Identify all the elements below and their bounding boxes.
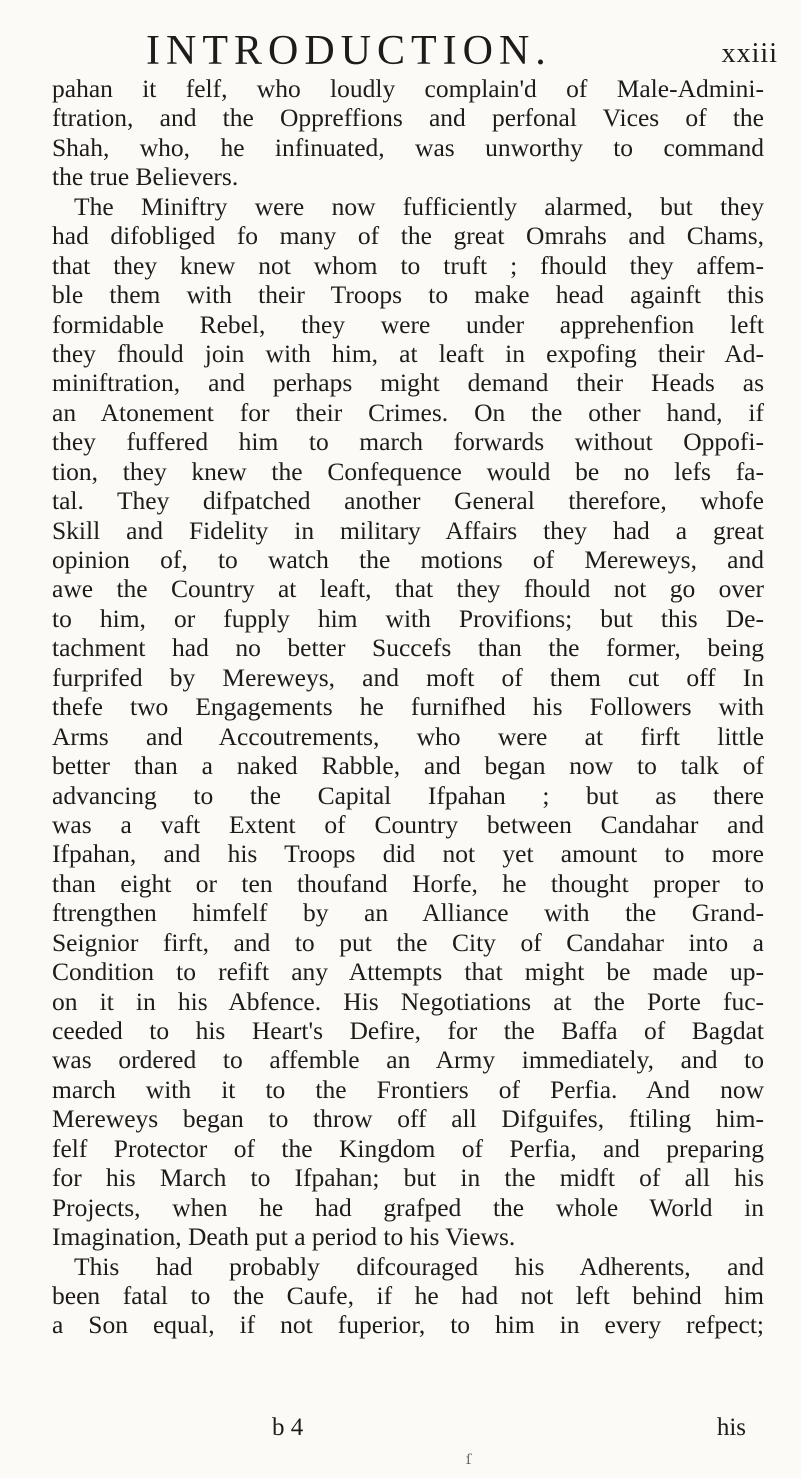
- text-line: was a vaft Extent of Country between Candahar and: [52, 809, 764, 839]
- text-line: tion, they knew the Confequence would be no lefs fa-: [52, 456, 764, 486]
- text-line: ceeded to his Heart's Defire, for the Baffa of Bagdat: [52, 1016, 764, 1045]
- text-line: Ifpahan, and his Troops did not yet amount to more: [52, 839, 764, 869]
- text-line: Seignior firft, and to put the City of Candahar into a: [52, 927, 764, 957]
- text-line: Skill and Fidelity in military Affairs they had a great: [52, 515, 764, 545]
- text-line: This had probably difcouraged his Adherents, and: [74, 1251, 764, 1281]
- text-line: tachment had no better Succefs than the former, being: [52, 633, 764, 663]
- text-line: had difobliged fo many of the great Omrahs and Chams,: [52, 221, 764, 251]
- text-line: they fhould join with him, at leaft in expofing their Ad-: [52, 338, 764, 368]
- text-line: they fuffered him to march forwards without Oppofi-: [52, 427, 764, 457]
- text-line: felf Protector of the Kingdom of Perfia, and preparing: [52, 1133, 764, 1163]
- running-title: INTRODUCTION.: [146, 28, 552, 74]
- text-line: Arms and Accoutrements, who were at firft little: [52, 721, 764, 751]
- stray-mark: ſ: [466, 1452, 472, 1468]
- text-line: ftrengthen himfelf by an Alliance with the Grand-: [52, 898, 764, 928]
- text-line: an Atonement for their Crimes. On the other hand, if: [52, 397, 764, 427]
- body-text: [52, 74, 764, 1340]
- text-line: than eight or ten thoufand Horfe, he thought proper to: [52, 868, 764, 898]
- text-line: The Miniftry were now fufficiently alarmed, but they: [74, 191, 764, 221]
- text-line: that they knew not whom to truft ; fhould they affem-: [52, 250, 764, 280]
- page-footer: [52, 1413, 764, 1443]
- text-line: Imagination, Death put a period to his Views.: [52, 1222, 516, 1252]
- text-line: Shah, who, he infinuated, was unworthy to command: [52, 132, 764, 162]
- text-line: to him, or fupply him with Provifions; but this De-: [52, 603, 764, 633]
- text-line: was ordered to affemble an Army immediately, and to: [52, 1045, 764, 1075]
- text-line: better than a naked Rabble, and began now to talk of: [52, 751, 764, 781]
- catchword: his: [716, 1414, 746, 1441]
- text-line: ftration, and the Oppreffions and perfonal Vices of the: [52, 103, 764, 133]
- text-line: advancing to the Capital Ifpahan ; but as there: [52, 780, 764, 810]
- text-line: awe the Country at leaft, that they fhould not go over: [52, 574, 764, 604]
- text-line: formidable Rebel, they were under apprehenfion left: [52, 309, 764, 339]
- text-line: furprifed by Mereweys, and moft of them cut off In: [52, 662, 764, 692]
- text-line: Projects, when he had grafped the whole World in: [52, 1192, 764, 1222]
- text-line: opinion of, to watch the motions of Mereweys, and: [52, 545, 764, 574]
- text-line: been fatal to the Caufe, if he had not left behind him: [52, 1280, 764, 1310]
- text-line: miniftration, and perhaps might demand their Heads as: [52, 368, 764, 398]
- running-header: [128, 26, 778, 76]
- signature-mark: b 4: [272, 1414, 304, 1441]
- text-line: a Son equal, if not fuperior, to him in every refpect;: [52, 1310, 764, 1340]
- text-line: on it in his Abfence. His Negotiations at the Porte fuc-: [52, 986, 764, 1016]
- page-number: xxiii: [721, 38, 778, 69]
- text-line: ble them with their Troops to make head againft this: [52, 280, 764, 310]
- text-line: Condition to refift any Attempts that might be made up-: [52, 957, 764, 987]
- text-line: march with it to the Frontiers of Perfia. And now: [52, 1074, 764, 1104]
- text-line: the true Believers.: [52, 162, 239, 192]
- text-line: pahan it felf, who loudly complain'd of Male-Admini-: [52, 74, 764, 103]
- text-line: tal. They difpatched another General therefore, whofe: [52, 486, 764, 516]
- text-line: Mereweys began to throw off all Difguifes, ftiling him-: [52, 1104, 764, 1134]
- text-line: for his March to Ifpahan; but in the midft of all his: [52, 1163, 764, 1193]
- text-line: thefe two Engagements he furnifhed his Followers with: [52, 692, 764, 722]
